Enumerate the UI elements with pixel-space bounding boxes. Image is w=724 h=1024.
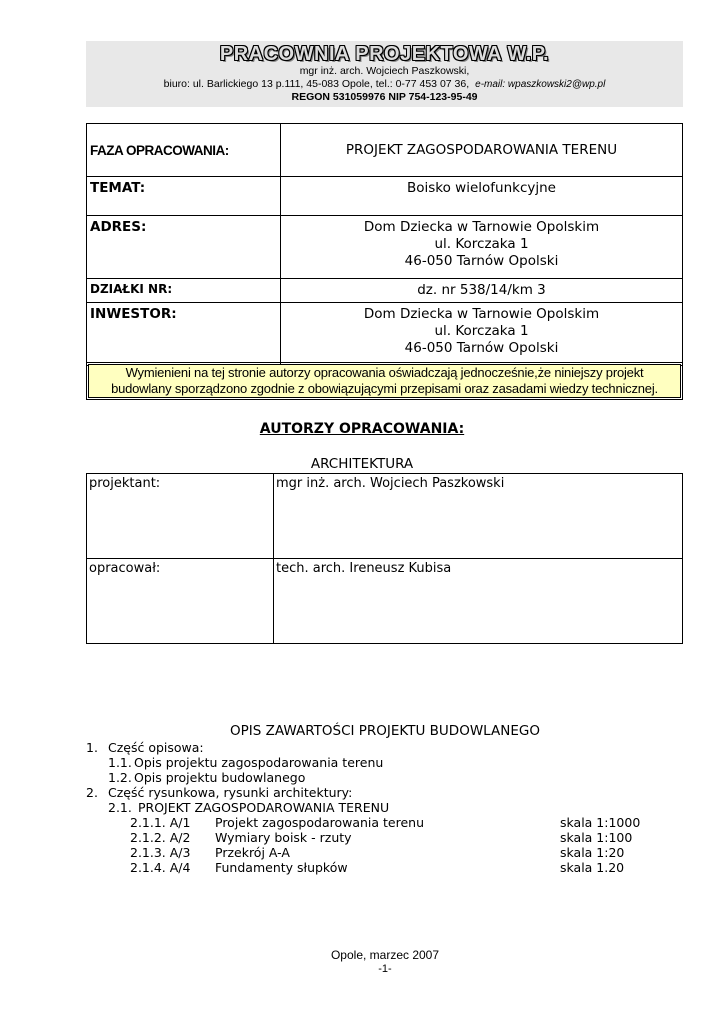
item-number: 2.1.2. A/2 [130,830,191,845]
temat-value: Boisko wielofunkcyjne [281,177,683,216]
adres-line: ul. Korczaka 1 [434,236,529,252]
owner-line: mgr inż. arch. Wojciech Paszkowski, [299,65,470,77]
list-item [86,800,686,815]
declaration-line: Wymienieni na tej stronie autorzy opracowania oświadczają jednocześnie,że niniejszy projekt [125,365,644,380]
author-row [87,559,683,644]
architecture-heading: ARCHITEKTURA [310,456,414,472]
item-scale: skala 1:20 [560,845,625,860]
authors-heading: AUTORZY OPRACOWANIA: [259,421,465,437]
item-text: Fundamenty słupków [215,860,348,875]
item-text: PROJEKT ZAGOSPODAROWANIA TERENU [138,800,390,815]
item-text: Projekt zagospodarowania terenu [215,815,425,830]
item-number: 2.1.4. A/4 [130,860,191,875]
author-name: tech. arch. Ireneusz Kubisa [274,559,683,644]
item-number: 2. [86,785,98,800]
list-item [86,860,686,875]
item-text: Opis projektu budowlanego [134,770,306,785]
item-number: 2.1.1. A/1 [130,815,191,830]
row-temat [87,177,683,216]
contents-list [86,740,686,875]
row-faza [87,124,683,177]
adres-value [281,216,683,279]
row-inwestor [87,303,683,366]
place-date: Opole, marzec 2007 [330,948,440,962]
declaration-box [86,362,683,400]
email: e-mail: wpaszkowski2@wp.pl [475,79,606,90]
list-item [86,740,686,755]
list-item [86,815,686,830]
dzialki-label: DZIAŁKI NR: [87,279,281,303]
item-text: Opis projektu zagospodarowania terenu [134,755,384,770]
office-address: biuro: ul. Barlickiego 13 p.111, 45-083 Opole, tel.: 0-77 453 07 36, [163,78,470,90]
declaration-text [88,364,681,398]
item-text: Część opisowa: [108,740,204,755]
list-item [86,785,686,800]
header-box [86,41,683,107]
dzialki-value: dz. nr 538/14/km 3 [281,279,683,303]
project-info-table [86,123,683,366]
inwestor-line: 46-050 Tarnów Opolski [404,340,559,356]
inwestor-line: Dom Dziecka w Tarnowie Opolskim [363,306,600,322]
author-name: mgr inż. arch. Wojciech Paszkowski [274,474,683,559]
inwestor-label: INWESTOR: [87,303,281,366]
inwestor-line: ul. Korczaka 1 [434,323,529,339]
authors-table [86,473,683,644]
item-text: Przekrój A-A [215,845,290,860]
item-text: Wymiary boisk - rzuty [215,830,352,845]
faza-value: PROJEKT ZAGOSPODAROWANIA TERENU [281,124,683,177]
item-scale: skala 1:100 [560,830,633,845]
item-number: 2.1. [108,800,132,815]
item-number: 2.1.3. A/3 [130,845,191,860]
row-adres [87,216,683,279]
item-number: 1. [86,740,98,755]
inwestor-value [281,303,683,366]
temat-label: TEMAT: [87,177,281,216]
regon-nip: REGON 531059976 NIP 754-123-95-49 [291,91,478,103]
author-role: opracował: [87,559,274,644]
item-scale: skala 1:1000 [560,815,641,830]
footer [0,948,724,976]
declaration-line: budowlany sporządzono zgodnie z obowiązującymi przepisami oraz zasadami wiedzy technicznej. [111,381,658,396]
contents-heading: OPIS ZAWARTOŚCI PROJEKTU BUDOWLANEGO [230,723,540,739]
office-line [86,78,683,91]
list-item [86,845,686,860]
author-role: projektant: [87,474,274,559]
list-item [86,830,686,845]
adres-line: 46-050 Tarnów Opolski [404,253,559,269]
page-number: -1- [378,963,392,975]
row-dzialki [87,279,683,303]
author-row [87,474,683,559]
faza-label: FAZA OPRACOWANIA: [87,124,281,177]
adres-label: ADRES: [87,216,281,279]
item-number: 1.1. [108,755,132,770]
list-item [86,770,686,785]
company-title: PRACOWNIA PROJEKTOWA W.P. [219,43,550,65]
item-text: Część rysunkowa, rysunki architektury: [108,785,353,800]
item-number: 1.2. [108,770,132,785]
item-scale: skala 1.20 [560,860,625,875]
adres-line: Dom Dziecka w Tarnowie Opolskim [363,219,600,235]
list-item [86,755,686,770]
